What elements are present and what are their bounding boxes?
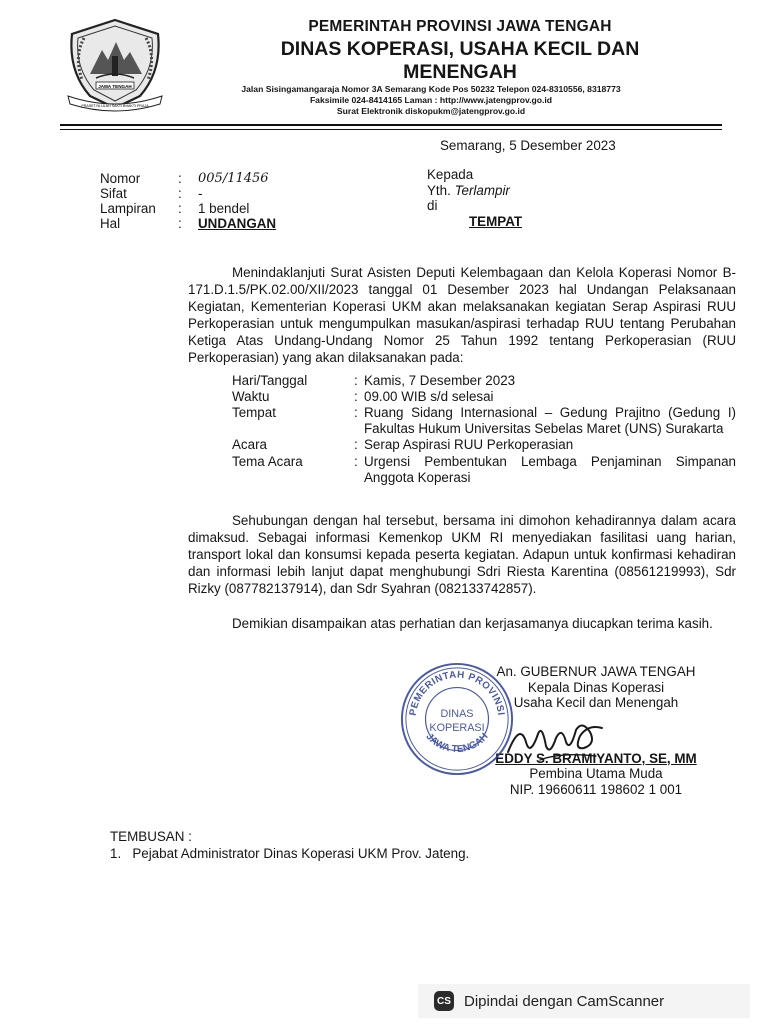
header-rule-thin <box>60 129 722 130</box>
agency-contact <box>196 84 666 117</box>
signatory-name: EDDY S. BRAMIYANTO, SE, MM <box>495 750 697 766</box>
jawa-tengah-emblem-icon <box>60 16 170 116</box>
signature-an: An. GUBERNUR JAWA TENGAH <box>496 664 696 679</box>
agency-title-dinas <box>200 38 720 84</box>
meta-value-nomor: 005/11456 <box>198 171 269 186</box>
signatory-nip: NIP. 19660611 198602 1 001 <box>509 781 683 797</box>
body-paragraph-1: Menindaklanjuti Surat Asisten Deputi Kelembagaan dan Kelola Koperasi Nomor B-171.D.1.5/PK.02.00/XII/2023 tanggal 01 Desember 2023 hal Undangan Pelaksanaan Kegiatan, Kementerian Koperasi UKM akan melaksanakan kegiatan Serap Aspirasi RUU Perkoperasian untuk mengumpulkan masukan/aspirasi terhadap RUU tentang Perubahan Ketiga Atas Undang-Undang Nomor 25 Tahun 1992 tentang Perkoperasian (RUU Perkoperasian) yang akan dilaksanakan pada: <box>188 265 736 365</box>
tembusan-heading: TEMBUSAN : <box>110 829 192 844</box>
recipient-yth: Yth. Terlampir <box>427 182 510 198</box>
tembusan-item: 1. Pejabat Administrator Dinas Koperasi UKM Prov. Jateng. <box>110 846 470 861</box>
meta-row-lampiran: Lampiran : 1 bendel <box>100 201 250 216</box>
recipient-name: Terlampir <box>454 182 510 198</box>
agency-fax: Faksimile 024-8414165 Laman : http://www.jatengprov.go.id <box>309 95 553 105</box>
meta-label: Hal <box>100 216 121 231</box>
svg-text:JAWA TENGAH: JAWA TENGAH <box>423 731 491 756</box>
detail-row: Tema Acara : Urgensi Pembentukan Lembaga Penjaminan Simpanan Anggota Koperasi <box>232 453 736 485</box>
official-stamp-icon <box>398 660 516 778</box>
agency-title-province: PEMERINTAH PROVINSI JAWA TENGAH <box>308 18 612 35</box>
signature-title-2: Usaha Kecil dan Menengah <box>513 695 679 710</box>
agency-title-line3: MENENGAH <box>403 61 517 83</box>
svg-text:PRASETYA ULAH SAKTI BHAKTI PRA: PRASETYA ULAH SAKTI BHAKTI PRAJA <box>81 104 149 108</box>
svg-text:JAWA TENGAH: JAWA TENGAH <box>98 84 132 89</box>
letter-date: Semarang, 5 Desember 2023 <box>440 138 616 153</box>
meta-label: Lampiran <box>100 201 156 216</box>
meta-label: Nomor <box>100 171 141 186</box>
meta-row-hal: Hal : UNDANGAN <box>100 216 277 231</box>
detail-row: Waktu : 09.00 WIB s/d selesai <box>232 389 494 405</box>
detail-row: Acara : Serap Aspirasi RUU Perkoperasian <box>232 437 574 453</box>
camscanner-watermark <box>418 984 750 1018</box>
detail-row: Hari/Tanggal : Kamis, 7 Desember 2023 <box>232 373 516 388</box>
detail-row: Tempat : Ruang Sidang Internasional – Gedung Prajitno (Gedung I) Fakultas Hukum Universitas Sebelas Maret (UNS) Surakarta <box>232 405 736 437</box>
camscanner-logo-icon: CS <box>434 991 454 1011</box>
meta-row-sifat: Sifat : - <box>100 186 203 201</box>
recipient-tempat: TEMPAT <box>469 213 523 229</box>
event-details <box>232 373 736 486</box>
handwritten-signature-icon <box>500 712 610 767</box>
meta-value-sifat: - <box>198 186 203 201</box>
svg-text:PEMERINTAH PROVINSI: PEMERINTAH PROVINSI <box>407 669 507 717</box>
camscanner-label: Dipindai dengan CamScanner <box>464 992 665 1010</box>
body-paragraph-3: Demikian disampaikan atas perhatian dan kerjasamanya diucapkan terima kasih. <box>232 616 713 631</box>
letter-meta <box>100 171 276 231</box>
recipient-kepada: Kepada <box>427 167 474 182</box>
agency-email: Surat Elektronik diskopukm@jatengprov.go.id <box>336 106 526 116</box>
recipient-di: di <box>427 198 438 213</box>
body-paragraph-2: Sehubungan dengan hal tersebut, bersama ini dimohon kehadirannya dalam acara dimaksud. Sebagai informasi Kemenkop UKM RI menyediakan fasilitasi uang harian, transport lokal dan konsumsi kepada peserta kegiatan. Adapun untuk konfirmasi kehadiran dan informasi lebih lanjut dapat menghubungi Sdri Riesta Karentina (08561219993), Sdr Rizky (087782137914), dan Sdr Syahran (082133742857). <box>188 513 736 596</box>
recipient-block <box>427 167 522 229</box>
agency-address: Jalan Sisingamangaraja Nomor 3A Semarang Kode Pos 50232 Telepon 024-8310556, 8318773 <box>241 84 621 94</box>
meta-value-hal: UNDANGAN <box>198 216 277 231</box>
signature-title-1: Kepala Dinas Koperasi <box>527 679 665 695</box>
svg-text:DINAS: DINAS <box>440 708 474 721</box>
meta-row-nomor: Nomor : 005/11456 <box>100 171 269 186</box>
agency-title-line2: DINAS KOPERASI, USAHA KECIL DAN <box>280 38 640 60</box>
svg-text:KOPERASI: KOPERASI <box>429 721 485 734</box>
tembusan-block <box>110 828 469 862</box>
meta-value-lampiran: 1 bendel <box>198 201 250 216</box>
header-rule-thick <box>60 124 722 126</box>
meta-label: Sifat <box>100 186 127 201</box>
signatory-rank: Pembina Utama Muda <box>529 766 663 781</box>
